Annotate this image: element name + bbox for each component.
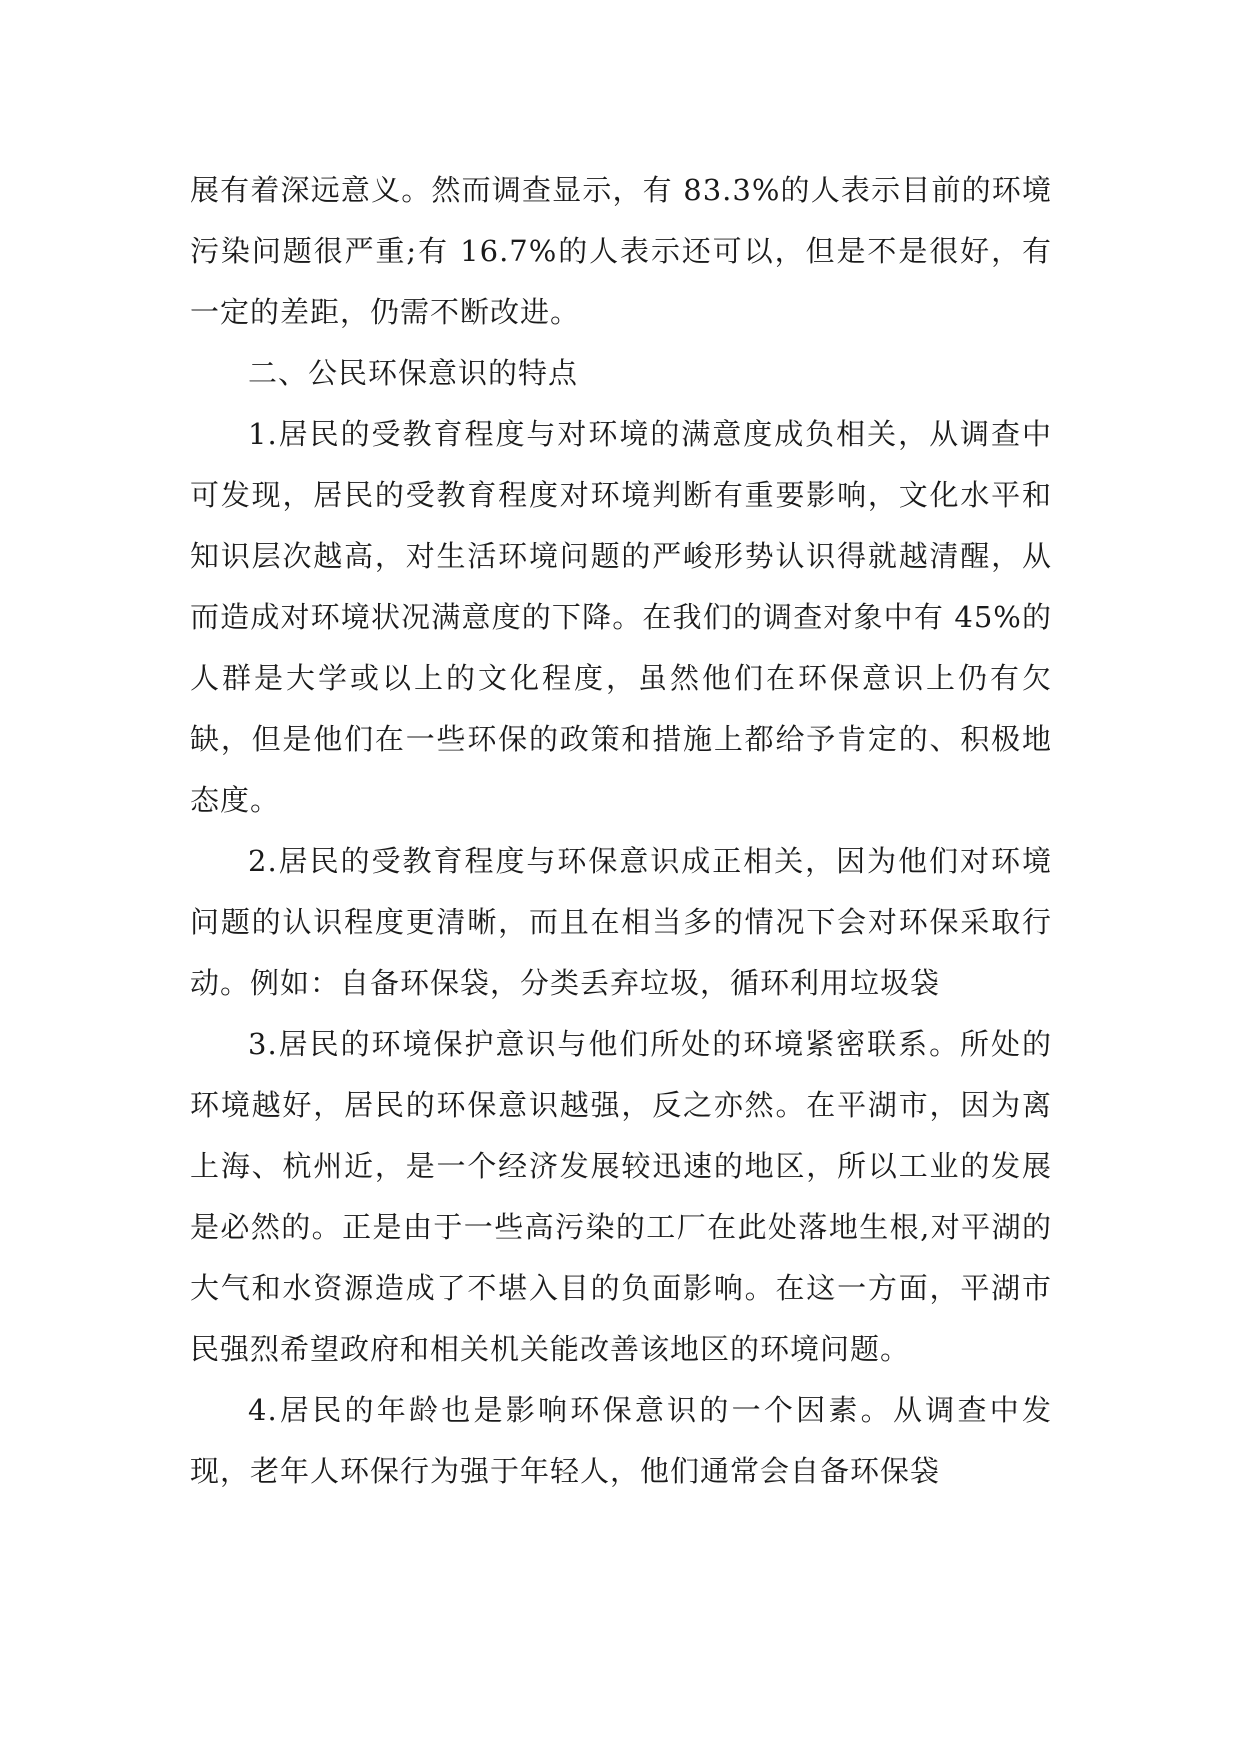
list-item-3: 3.居民的环境保护意识与他们所处的环境紧密联系。所处的环境越好，居民的环保意识越强，反之亦然。在平湖市，因为离上海、杭州近，是一个经济发展较迅速的地区，所以工业的发展是必然的。正是由于一些高污染的工厂在此处落地生根,对平湖的大气和水资源造成了不堪入目的负面影响。在这一方面，平湖市民强烈希望政府和相关机关能改善该地区的环境问题。 — [190, 1027, 1052, 1366]
list-item-1: 1.居民的受教育程度与对环境的满意度成负相关，从调查中可发现，居民的受教育程度对环境判断有重要影响，文化水平和知识层次越高，对生活环境问题的严峻形势认识得就越清醒，从而造成对环境状况满意度的下降。在我们的调查对象中有 45%的人群是大学或以上的文化程度，虽然他们在环保意识上仍有欠缺，但是他们在一些环保的政策和措施上都给予肯定的、积极地态度。 — [190, 417, 1052, 817]
paragraph-continuation: 展有着深远意义。然而调查显示，有 83.3%的人表示目前的环境污染问题很严重;有 16.7%的人表示还可以，但是不是很好，有一定的差距，仍需不断改进。 — [190, 173, 1052, 329]
list-item-2: 2.居民的受教育程度与环保意识成正相关，因为他们对环境问题的认识程度更清晰，而且在相当多的情况下会对环保采取行动。例如：自备环保袋，分类丢弃垃圾，循环利用垃圾袋 — [190, 844, 1052, 1000]
document-body — [190, 160, 1052, 1502]
list-item-4: 4.居民的年龄也是影响环保意识的一个因素。从调查中发现，老年人环保行为强于年轻人，他们通常会自备环保袋 — [190, 1393, 1052, 1488]
section-heading: 二、公民环保意识的特点 — [248, 356, 579, 390]
